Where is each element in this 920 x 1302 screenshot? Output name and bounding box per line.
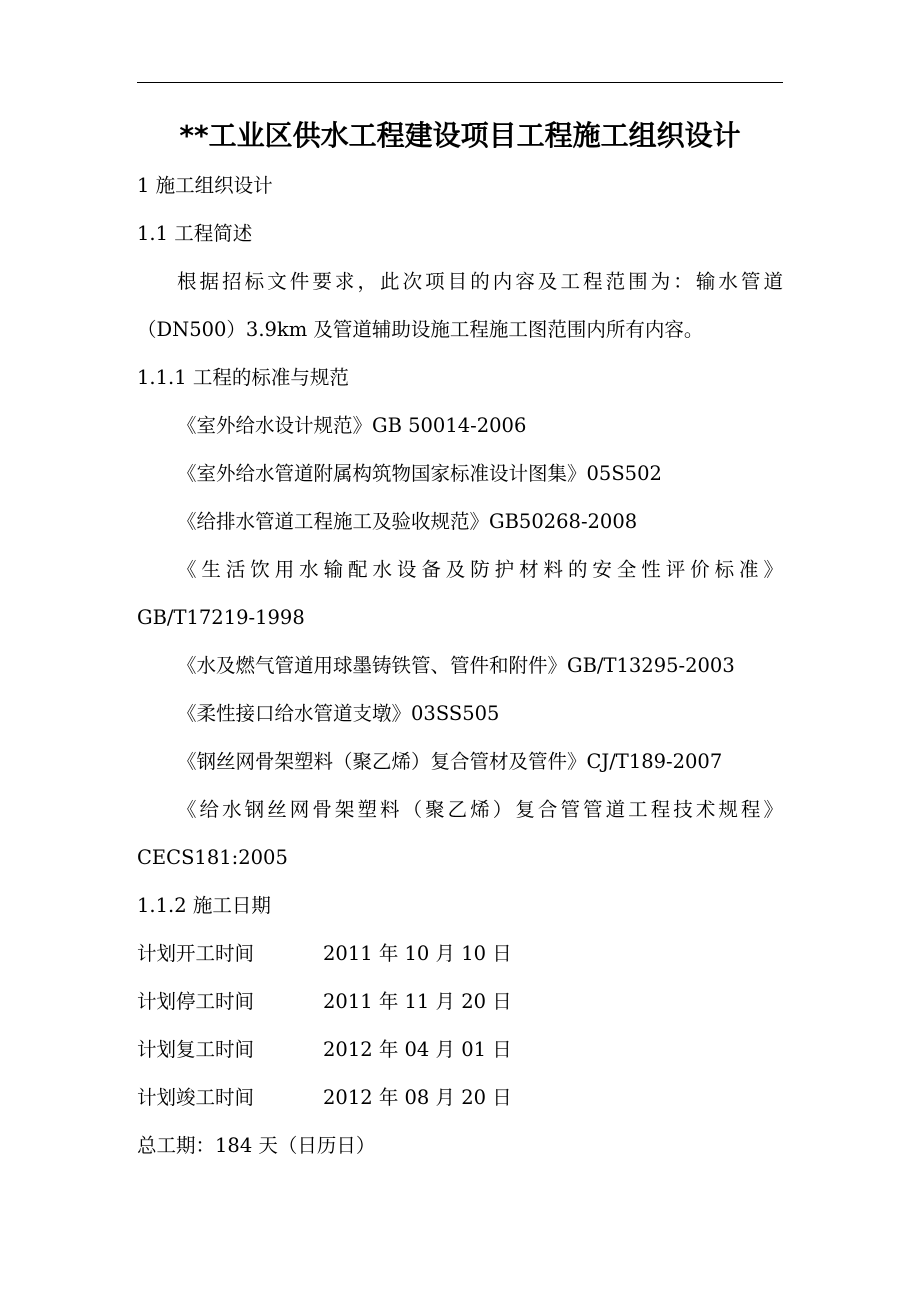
section-heading-1-1-1: 1.1.1 工程的标准与规范 — [137, 366, 349, 389]
section-heading-1-1-2: 1.1.2 施工日期 — [137, 894, 271, 917]
schedule-date: 2012 年 08 月 20 日 — [323, 1086, 512, 1109]
schedule-date: 2012 年 04 月 01 日 — [323, 1038, 512, 1061]
total-duration: 总工期：184 天（日历日） — [137, 1134, 376, 1157]
header-rule — [137, 82, 783, 83]
overview-paragraph-line-2: （DN500）3.9km 及管道辅助设施工程施工图范围内所有内容。 — [137, 318, 704, 341]
standard-item-continuation: CECS181:2005 — [137, 846, 288, 869]
schedule-date: 2011 年 10 月 10 日 — [323, 942, 512, 965]
standard-item: 《钢丝网骨架塑料（聚乙烯）复合管材及管件》CJ/T189-2007 — [177, 750, 723, 773]
schedule-label: 计划复工时间 — [137, 1038, 255, 1061]
standard-item: 《生活饮用水输配水设备及防护材料的安全性评价标准》 — [177, 558, 783, 581]
section-heading-1: 1 施工组织设计 — [137, 174, 273, 197]
standard-item: 《水及燃气管道用球墨铸铁管、管件和附件》GB/T13295-2003 — [177, 654, 735, 677]
schedule-label: 计划开工时间 — [137, 942, 255, 965]
standard-item: 《给水钢丝网骨架塑料（聚乙烯）复合管管道工程技术规程》 — [177, 798, 783, 821]
standard-item: 《室外给水管道附属构筑物国家标准设计图集》05S502 — [177, 462, 662, 485]
document-title: **工业区供水工程建设项目工程施工组织设计 — [179, 119, 741, 152]
standard-item-continuation: GB/T17219-1998 — [137, 606, 305, 629]
schedule-label: 计划停工时间 — [137, 990, 255, 1013]
standard-item: 《柔性接口给水管道支墩》03SS505 — [177, 702, 500, 725]
section-heading-1-1: 1.1 工程简述 — [137, 222, 253, 245]
overview-paragraph-line-1: 根据招标文件要求，此次项目的内容及工程范围为：输水管道 — [177, 270, 783, 293]
standard-item: 《室外给水设计规范》GB 50014-2006 — [177, 414, 527, 437]
standard-item: 《给排水管道工程施工及验收规范》GB50268-2008 — [177, 510, 638, 533]
schedule-label: 计划竣工时间 — [137, 1086, 255, 1109]
schedule-date: 2011 年 11 月 20 日 — [323, 990, 512, 1013]
